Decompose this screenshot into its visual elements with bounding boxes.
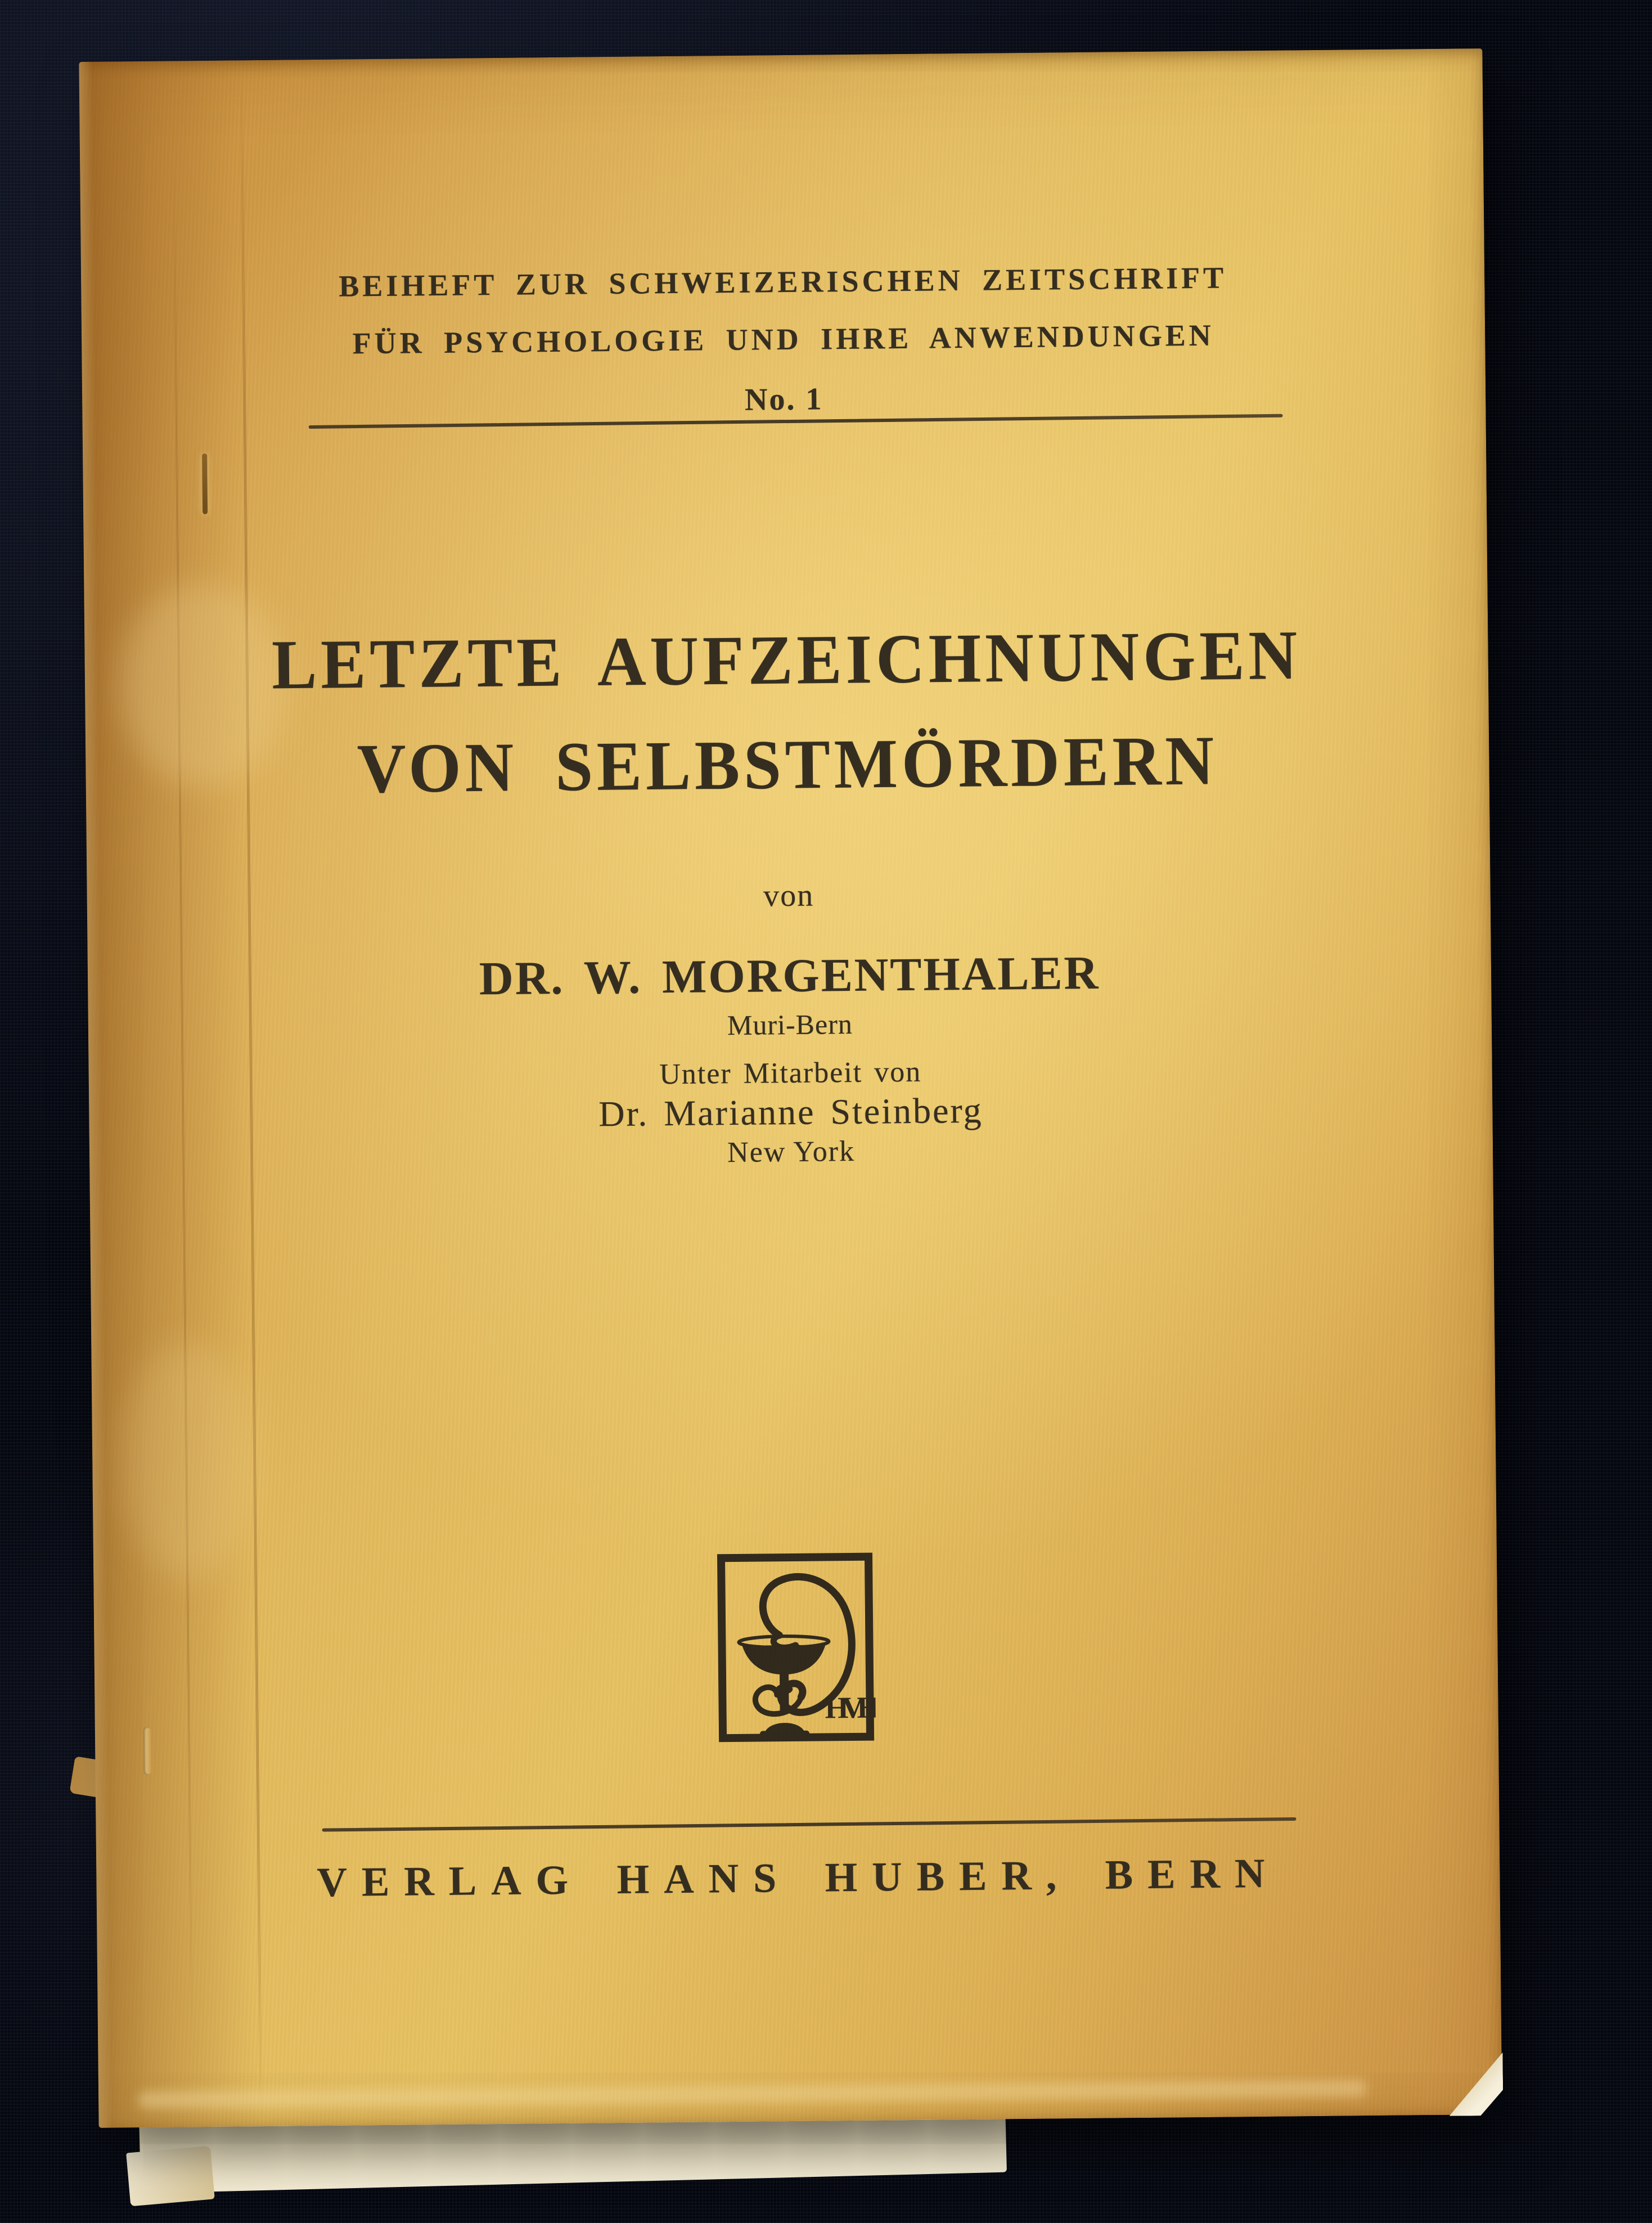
- collaborator-place: New York: [727, 1135, 856, 1169]
- series-title-line-2: FÜR PSYCHOLOGIE UND IHRE ANWENDUNGEN: [352, 318, 1215, 361]
- bowl-of-hygieia-icon: [715, 1551, 876, 1744]
- author-name: DR. W. MORGENTHALER: [479, 946, 1100, 1005]
- cup-bowl: [742, 1645, 826, 1674]
- publisher-name: VERLAG HANS HUBER, BERN: [317, 1850, 1280, 1906]
- bottom-edge-wear: [138, 2080, 1367, 2108]
- cup-knop: [776, 1684, 793, 1694]
- series-title-line-1: BEIHEFT ZUR SCHWEIZERISCHEN ZEITSCHRIFT: [339, 261, 1227, 303]
- publisher-logo: [715, 1551, 876, 1744]
- book-cover: [79, 48, 1502, 2128]
- collaborator-name: Dr. Marianne Steinberg: [598, 1090, 983, 1134]
- author-place: Muri-Bern: [727, 1008, 853, 1041]
- torn-page-corner: [126, 2146, 215, 2207]
- book-title-line-2: VON SELBSTMÖRDERN: [357, 721, 1218, 808]
- separator-rule-bottom: [322, 1817, 1297, 1832]
- spine-staple: [143, 1727, 152, 1775]
- book-title-line-1: LETZTE AUFZEICHNUNGEN: [271, 616, 1302, 704]
- issue-number: No. 1: [744, 381, 823, 417]
- spine-staple: [202, 453, 208, 514]
- collaboration-note: Unter Mitarbeit von: [659, 1056, 922, 1091]
- cup-foot-base: [760, 1731, 809, 1737]
- byline-von: von: [763, 878, 814, 914]
- publisher-monogram: HVH: [825, 1690, 874, 1725]
